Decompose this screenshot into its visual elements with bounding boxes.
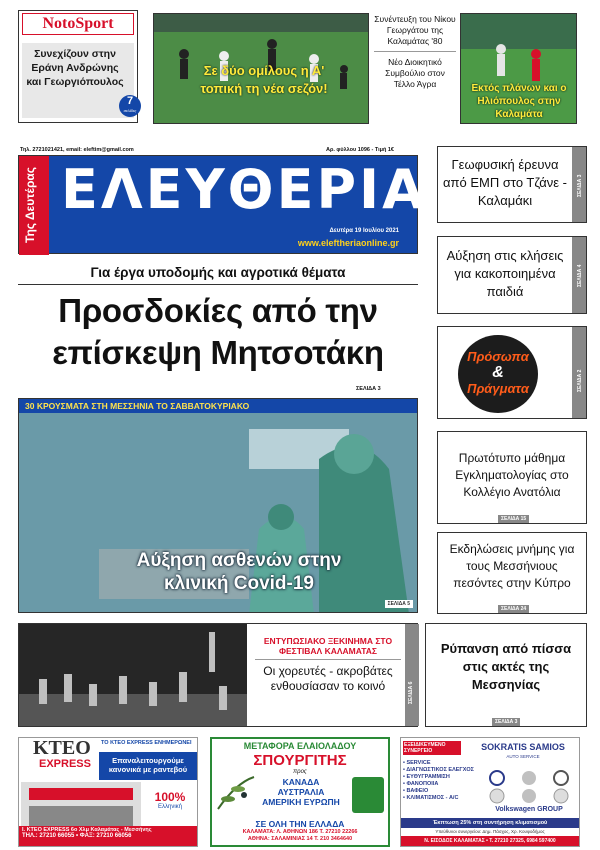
festival-page-ref: ΣΕΛΙΔΑ 6 — [408, 681, 414, 704]
badge-pages: 7-13 — [125, 117, 134, 122]
olive-branch-icon — [214, 773, 258, 813]
transport-ad[interactable] — [210, 737, 390, 847]
sokratis-addr: Ν. ΕΙΣΟΔΟΣ ΚΑΛΑΜΑΤΑΣ • Τ. 27210 27325, 6984 597400 — [401, 836, 579, 846]
covid-caption: Αύξηση ασθενών στην κλινική Covid-19 — [136, 550, 342, 594]
masthead-side-text: Της Δευτέρας — [23, 167, 37, 244]
covid-banner-text: 30 ΚΡΟΥΣΜΑΤΑ ΣΤΗ ΜΕΣΣΗΝΙΑ ΤΟ ΣΑΒΒΑΤΟΚΥΡΙΑΚΟ — [25, 401, 250, 411]
masthead — [18, 155, 427, 254]
service-item: • SERVICE — [403, 760, 431, 766]
festival-photo — [19, 624, 247, 726]
sport-text-stories — [374, 14, 456, 90]
sokratis-contact: Υπεύθυνοι συνεργείου: Δημ. Πάσχος, Χρ. Κουφοδήμος — [435, 829, 545, 834]
right-story-6-text: Ρύπανση από πίσσα στις ακτές της Μεσσηνίας — [440, 641, 572, 692]
sport-story-board: Νέο Διοικητικό Συμβούλιο στον Τέλλο Άγρα — [385, 57, 445, 89]
right-story-1 — [437, 146, 587, 223]
kteo-building — [21, 782, 141, 826]
festival-headline: Οι χορευτές - ακροβάτες ενθουσίασαν το κοινό — [263, 664, 393, 693]
main-kicker: Για έργα υποδομής και αγροτικά θέματα — [18, 265, 418, 285]
transport-all: ΣΕ ΟΛΗ ΤΗΝ ΕΛΛΑΔΑ — [255, 819, 345, 829]
right-story-4-page: ΣΕΛΙΔΑ 15 — [498, 515, 529, 523]
persons-things-page: ΣΕΛΙΔΑ 2 — [577, 369, 583, 392]
badge-num: 7 — [126, 95, 134, 107]
kteo-addr: Ι. ΚΤΕΟ EXPRESS 6ο Χλμ Καλαμάτας - Μεσσήνης — [22, 827, 152, 833]
badge-text: σελίδες — [123, 108, 137, 113]
issue-line: Αρ. φύλλου 1096 - Τιμή 1€ — [326, 147, 394, 153]
kteo-pct-sub: Ελληνική — [157, 804, 182, 810]
sport-caption-1: Σε δύο ομίλους η Α' τοπική τη νέα σεζόν! — [200, 63, 328, 96]
transport-addr2: ΑΘΗΝΑ: ΣΑΛΑΜΙΝΙΑΣ 14 Τ. 210 3464640 — [247, 836, 353, 842]
transport-title: ΜΕΤΑΦΟΡΑ ΕΛΑΙΟΛΑΔΟΥ — [243, 741, 357, 751]
transport-addr1: ΚΑΛΑΜΑΤΑ: Λ. ΑΘΗΝΩΝ 186 Τ. 27210 22266 — [242, 829, 358, 835]
right-story-6-page: ΣΕΛΙΔΑ 3 — [492, 718, 520, 726]
kteo-ad[interactable] — [18, 737, 198, 847]
sport-caption-2: Εκτός πλάνων και ο Ηλιόπουλος στην Καλαμάτα — [471, 83, 567, 120]
kteo-brand1: ΚΤΕΟ — [33, 737, 91, 759]
right-story-2 — [437, 236, 587, 314]
kteo-top: ΤΟ ΚΤΕΟ EXPRESS ΕΝΗΜΕΡΩΝΕΙ — [101, 740, 192, 746]
service-item: • ΔΙΑΓΝΩΣΤΙΚΟΣ ΕΛΕΓΧΟΣ — [403, 767, 474, 773]
sokratis-top: ΕΞΕΙΔΙΚΕΥΜΕΝΟ ΣΥΝΕΡΓΕΙΟ — [403, 741, 461, 755]
festival-story — [18, 623, 418, 727]
kteo-footer — [19, 826, 197, 846]
contact-line: Τηλ. 2721021421, email: eleftim@gmail.com — [20, 147, 134, 153]
kteo-tel: ΤΗΛ.: 27210 66055 • ΦΑΞ: 27210 66056 — [22, 833, 132, 839]
masthead-date: Δευτέρα 19 Ιουλίου 2021 — [329, 228, 399, 234]
covid-photo — [18, 398, 418, 613]
transport-prep: προς — [293, 769, 307, 775]
ampersand: & — [492, 364, 504, 381]
main-page-ref: ΣΕΛΙΔΑ 3 — [356, 386, 381, 392]
right-story-5 — [437, 532, 587, 614]
car-brand-logos — [483, 768, 575, 806]
things-word: Πράγματα — [467, 381, 529, 396]
persons-things-circle — [458, 335, 538, 413]
right-story-4-text: Πρωτότυπο μάθημα Εγκληματολογίας στο Κολλέγιο Ανατόλια — [455, 451, 569, 499]
service-item: • ΦΑΝΟΠΟΙΙΑ — [403, 781, 439, 787]
notosport-box — [18, 10, 138, 123]
sokratis-ad[interactable] — [400, 737, 580, 847]
pages-badge — [119, 95, 141, 122]
dancers-image — [19, 624, 247, 726]
sport-photo-1 — [153, 13, 369, 124]
right-story-1-page: ΣΕΛΙΔΑ 3 — [577, 174, 583, 197]
oil-can-icon — [352, 777, 384, 813]
covid-banner — [19, 399, 418, 413]
sokratis-services — [403, 760, 483, 802]
sokratis-vw: Volkswagen GROUP — [495, 806, 563, 813]
persons-word: Πρόσωπα — [467, 349, 529, 364]
kteo-msg: Επαναλειτουργούμε κανονικά με ραντεβού — [99, 752, 197, 780]
right-story-5-page: ΣΕΛΙΔΑ 24 — [498, 605, 529, 613]
right-story-6 — [425, 623, 587, 727]
kteo-logo — [19, 738, 99, 774]
sokratis-discount: Έκπτωση 25% στη συντήρηση κλιματισμού — [401, 818, 579, 828]
notosport-headline: Συνεχίζουν στην Εράνη Ανδρώνης και Γεωργιόπουλος — [22, 43, 134, 118]
kteo-pct: 100% — [154, 790, 186, 804]
sport-story-interview: Συνέντευξη του Νίκου Γεωργάτου της Καλαμάτας '80 — [374, 14, 456, 52]
covid-page-ref: ΣΕΛΙΔΑ 5 — [385, 600, 413, 608]
transport-dest: ΚΑΝΑΔΑ ΑΥΣΤΡΑΛΙΑ ΑΜΕΡΙΚΗ ΕΥΡΩΠΗ — [262, 777, 340, 807]
masthead-logo: ΕΛΕΥΘΕΡΙΑ — [61, 158, 427, 221]
persons-things-box — [437, 326, 587, 419]
right-story-2-page: ΣΕΛΙΔΑ 4 — [577, 264, 583, 287]
right-story-2-text: Αύξηση στις κλήσεις για κακοποιημένα παιδιά — [446, 248, 564, 299]
service-item: • ΒΑΦΕΙΟ — [403, 788, 429, 794]
right-story-4 — [437, 431, 587, 524]
sokratis-sub: AUTO SERVICE — [506, 754, 540, 759]
notosport-logo: NotoSport — [22, 13, 134, 35]
right-story-5-text: Εκδηλώσεις μνήμης για τους Μεσσήνιους πεσόντες στην Κύπρο — [449, 542, 575, 590]
right-story-1-text: Γεωφυσική έρευνα από ΕΜΠ στο Τζάνε - Καλαμάκι — [443, 157, 567, 208]
sport-photo-2 — [460, 13, 577, 124]
service-item: • ΚΛΙΜΑΤΙΣΜΟΣ - A/C — [403, 795, 459, 801]
festival-kicker: ΕΝΤΥΠΩΣΙΑΚΟ ΞΕΚΙΝΗΜΑ ΣΤΟ ΦΕΣΤΙΒΑΛ ΚΑΛΑΜΑΤΑΣ — [255, 636, 401, 660]
main-headline: Προσδοκίες από την επίσκεψη Μητσοτάκη — [52, 292, 384, 371]
transport-brand: ΣΠΟΥΡΓΙΤΗΣ — [253, 752, 347, 769]
kteo-brand2: EXPRESS — [39, 758, 91, 770]
service-item: • ΕΥΘΥΓΡΑΜΜΙΣΗ — [403, 774, 450, 780]
sokratis-brand: SOKRATIS SAMIOS — [481, 742, 565, 752]
masthead-url[interactable]: www.eleftheriaonline.gr — [297, 238, 399, 248]
